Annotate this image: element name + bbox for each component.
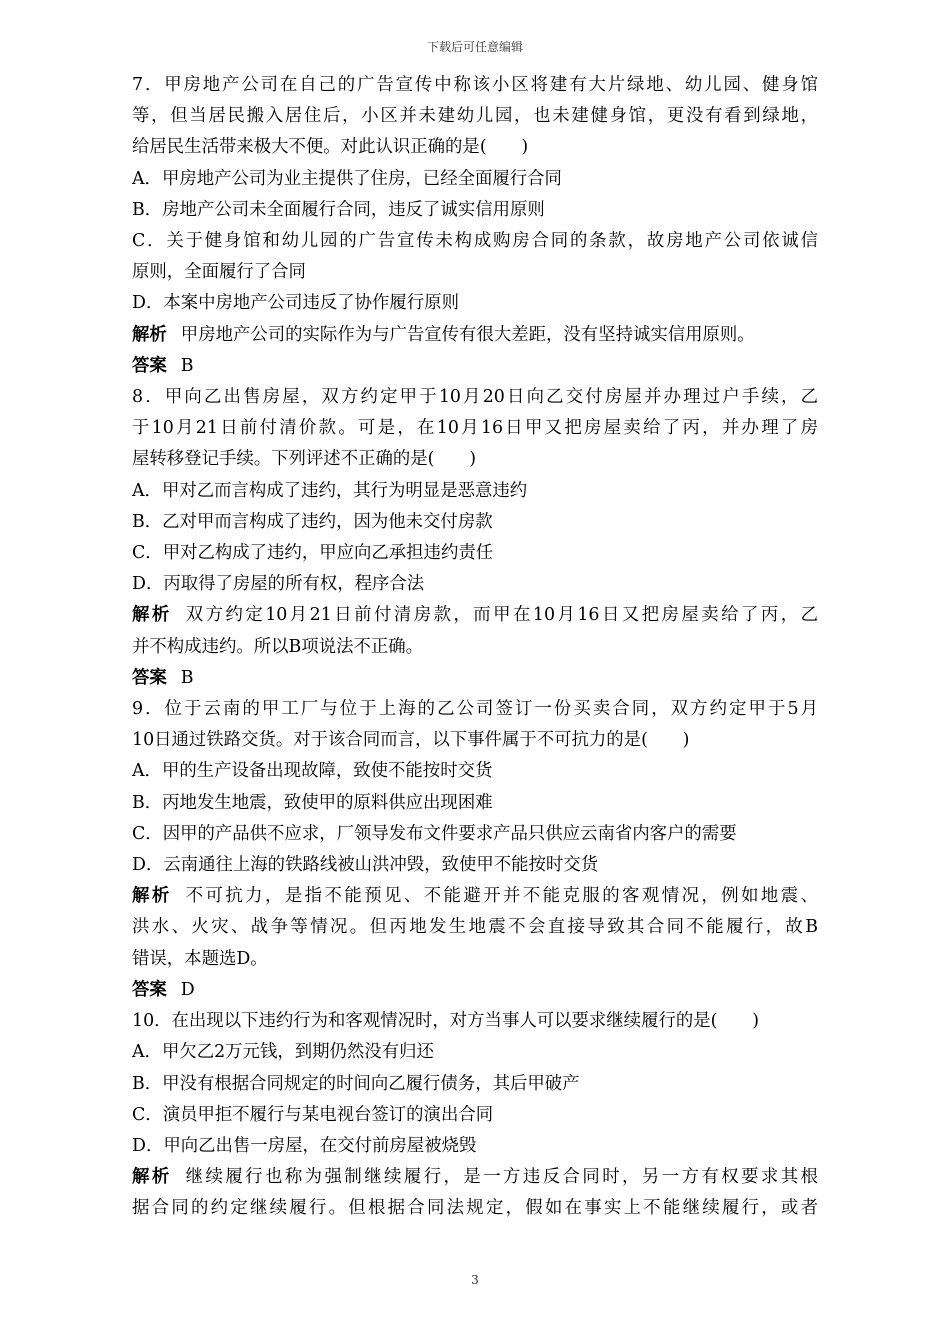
option-b: B．甲没有根据合同规定的时间向乙履行债务，其后甲破产 — [132, 1073, 580, 1094]
analysis — [132, 881, 818, 912]
option-d: D．本案中房地产公司违反了协作履行原则 — [132, 293, 459, 314]
answer — [132, 351, 818, 382]
option-c: C．甲对乙构成了违约，甲应向乙承担违约责任 — [132, 543, 494, 564]
page-header: 下载后可任意编辑 — [426, 40, 523, 54]
analysis-text-continued: 据合同的约定继续履行。但根据合同法规定，假如在事实上不能继续履行，或者 — [132, 1198, 818, 1219]
answer-value: B — [180, 355, 194, 376]
analysis-text: 甲房地产公司的实际作为与广告宣传有很大差距，没有坚持诚实信用原则。 — [180, 324, 755, 345]
option-b: B．丙地发生地震，致使甲的原料供应出现困难 — [132, 792, 493, 813]
answer-label: 答案 — [132, 979, 167, 1000]
question-stem-line: 给居民生活带来极大不便。对此认识正确的是( ) — [132, 137, 529, 158]
analysis — [132, 320, 818, 351]
option-b: B．房地产公司未全面履行合同，违反了诚实信用原则 — [132, 199, 545, 220]
analysis-label: 解析 — [132, 324, 167, 345]
answer — [132, 975, 818, 1006]
option-a: A．甲欠乙2万元钱，到期仍然没有归还 — [132, 1042, 434, 1063]
document-body — [132, 70, 818, 1225]
analysis-text-continued: 洪水、火灾、战争等情况。但丙地发生地震不会直接导致其合同不能履行，故B — [132, 917, 818, 938]
question-10 — [132, 1006, 818, 1224]
analysis-label: 解析 — [132, 605, 172, 626]
analysis-text: 不可抗力，是指不能预见、不能避开并不能克服的客观情况，例如地震、 — [185, 886, 818, 907]
answer-value: D — [180, 979, 195, 1000]
question-7 — [132, 70, 818, 382]
option-a: A．甲房地产公司为业主提供了住房，已经全面履行合同 — [132, 168, 562, 189]
option-c: C．演员甲拒不履行与某电视台签订的演出合同 — [132, 1104, 494, 1125]
question-stem-line: 8．甲向乙出售房屋，双方约定甲于10月20日向乙交付房屋并办理过户手续，乙 — [132, 387, 818, 408]
question-stem-line: 屋转移登记手续。下列评述不正确的是( ) — [132, 449, 476, 470]
answer-label: 答案 — [132, 355, 167, 376]
analysis-text: 双方约定10月21日前付清房款，而甲在10月16日又把房屋卖给了丙，乙 — [185, 605, 818, 626]
option-c: C．关于健身馆和幼儿园的广告宣传未构成购房合同的条款，故房地产公司依诚信 — [132, 231, 818, 252]
question-8 — [132, 382, 818, 694]
option-c: C．因甲的产品供不应求，厂领导发布文件要求产品只供应云南省内客户的需要 — [132, 823, 737, 844]
option-a: A．甲对乙而言构成了违约，其行为明显是恶意违约 — [132, 480, 528, 501]
analysis-text: 继续履行也称为强制继续履行，是一方违反合同时，另一方有权要求其根 — [185, 1167, 818, 1188]
option-d: D．云南通往上海的铁路线被山洪冲毁，致使甲不能按时交货 — [132, 855, 599, 876]
question-9 — [132, 694, 818, 1006]
analysis-label: 解析 — [132, 886, 172, 907]
answer — [132, 663, 818, 694]
analysis-text-continued: 错误，本题选D。 — [132, 948, 268, 969]
question-stem-line: 7．甲房地产公司在自己的广告宣传中称该小区将建有大片绿地、幼儿园、健身馆 — [132, 75, 818, 95]
option-b: B．乙对甲而言构成了违约，因为他未交付房款 — [132, 511, 493, 532]
analysis-label: 解析 — [132, 1167, 172, 1188]
question-stem-line: 9．位于云南的甲工厂与位于上海的乙公司签订一份买卖合同，双方约定甲于5月 — [132, 699, 818, 720]
question-stem-line: 10．在出现以下违约行为和客观情况时，对方当事人可以要求继续履行的是( ) — [132, 1011, 759, 1032]
question-stem-line: 等，但当居民搬入居住后，小区并未建幼儿园，也未建健身馆，更没有看到绿地， — [132, 106, 818, 127]
option-a: A．甲的生产设备出现故障，致使不能按时交货 — [132, 761, 493, 782]
answer-label: 答案 — [132, 667, 167, 688]
analysis-text-continued: 并不构成违约。所以B项说法不正确。 — [132, 636, 424, 657]
question-stem-line: 10日通过铁路交货。对于该合同而言，以下事件属于不可抗力的是( ) — [132, 730, 690, 751]
page-number: 3 — [471, 1273, 479, 1287]
analysis — [132, 1162, 818, 1193]
option-d: D．甲向乙出售一房屋，在交付前房屋被烧毁 — [132, 1135, 477, 1156]
option-c-continued: 原则，全面履行了合同 — [132, 262, 306, 283]
question-stem-line: 于10月21日前付清价款。可是，在10月16日甲又把房屋卖给了丙，并办理了房 — [132, 418, 818, 439]
answer-value: B — [180, 667, 194, 688]
option-d: D．丙取得了房屋的所有权，程序合法 — [132, 574, 425, 595]
analysis — [132, 600, 818, 631]
